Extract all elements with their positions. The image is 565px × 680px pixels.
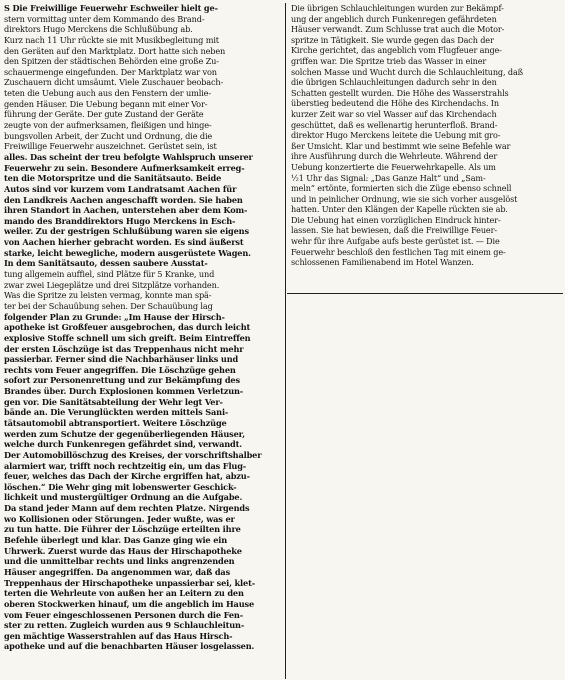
article-line: sofort zur Personenrettung und zur Bekämpfung des: [4, 375, 240, 386]
article-line: und in peinlicher Ordnung, wie sie sich vorher ausgelöst: [291, 193, 518, 204]
article-line: überstieg bedeutend die Höhe des Kirchendachs. In: [291, 98, 499, 109]
article-line: S Die Freiwillige Feuerwehr Eschweiler hielt ge-: [4, 3, 218, 13]
article-line: ihre Ausführung durch die Wehrleute. Während der: [291, 151, 498, 162]
article-line: passierbar. Ferner sind die Nachbarhäuser links und: [4, 354, 239, 365]
article-line: Autos sind vor kurzem vom Landratsamt Aachen für: [4, 183, 237, 194]
article-line: hatten. Unter den Klängen der Kapelle rückten sie ab.: [291, 204, 508, 215]
article-line: mando des Branddirektors Hugo Merckens in Esch-: [4, 215, 236, 226]
article-line: teten die Uebung auch aus den Fenstern der umlie-: [4, 88, 211, 99]
article-line: ter bei der Schauübung sehen. Der Schauübung lag: [4, 300, 213, 311]
article-line: explosive Stoffe schnell um sich greift. Beim Eintreffen: [4, 332, 251, 343]
article-line: terten die Wehrleute von außen her an Leitern zu den: [4, 588, 244, 599]
article-line: apotheke und auf die benachbarten Häuser losgelassen.: [4, 641, 255, 652]
article-line: lichkeit und mustergültiger Ordnung an die Aufgabe.: [4, 492, 243, 503]
article-line: Kurz nach 11 Uhr rückte sie mit Musikbegleitung mit: [4, 34, 219, 45]
article-line: Häuser angegriffen. Da angenommen war, daß das: [4, 566, 231, 577]
article-line: lassen. Sie hat bewiesen, daß die Freiwillige Feuer-: [291, 225, 497, 236]
article-line: den Landkreis Aachen angeschafft worden. Sie haben: [4, 194, 243, 205]
article-line: Die Uebung hat einen vorzüglichen Eindruck hinter-: [291, 214, 501, 225]
article-line: Uhrwerk. Zuerst wurde das Haus der Hirschapotheke: [4, 545, 242, 556]
article-line: welche durch Funkenregen gefährdet sind, verwandt.: [4, 439, 242, 450]
article-line: meln“ ertönte, formierten sich die Züge ebenso schnell: [291, 183, 512, 194]
article-line: wehr für ihre Aufgabe aufs beste gerüstet ist. — Die: [291, 236, 500, 247]
article-line: ßer Umsicht. Klar und bestimmt wie seine Befehle war: [291, 140, 511, 151]
article-line: wo Kollisionen oder Störungen. Jeder wußte, was er: [4, 513, 235, 524]
article-line: apotheke ist Großfeuer ausgebrochen, das durch leicht: [4, 322, 251, 333]
article-line: Was die Spritze zu leisten vermag, konnte man spä-: [4, 290, 212, 301]
article-line: Der Automobillöschzug des Kreises, der vorschriftshalber: [4, 449, 262, 460]
article-line: Häuser verwandt. Zum Schlusse trat auch die Motor-: [291, 24, 505, 35]
article-line: und die unmittelbar rechts und links angrenzenden: [4, 556, 235, 567]
article-line: tätsautomobil abtransportiert. Weitere Löschzüge: [4, 417, 227, 428]
article-line: von Aachen hierher gebracht worden. Es sind äußerst: [4, 237, 244, 248]
article-line: gen mächtige Wasserstrahlen auf das Haus Hirsch-: [4, 630, 233, 641]
article-line: schlossenen Familienabend im Hotel Wanzen.: [291, 257, 474, 268]
article-line: geschüttet, daß es wellenartig herunterfloß. Brand-: [291, 119, 498, 130]
article-line: bände an. Die Verunglückten werden mittels Sani-: [4, 407, 229, 418]
article-line: alles. Das scheint der treu befolgte Wahlspruch unserer: [4, 151, 253, 162]
article-line: zwar zwei Liegeplätze und drei Sitzplätze vorhanden.: [4, 279, 220, 290]
article-line: den Geräten auf den Marktplatz. Dort hatte sich neben: [4, 45, 226, 56]
article-line: die übrigen Schlauchleitungen dadurch sehr in den: [291, 77, 497, 88]
article-line: kurzer Zeit war so viel Wasser auf das Kirchendach: [291, 108, 497, 119]
article-line: alarmiert war, trifft noch rechtzeitig ein, um das Flug-: [4, 460, 247, 471]
article-line: weiler. Zu der gestrigen Schlußübung waren sie eigens: [4, 226, 249, 237]
article-line: Befehle überlegt und klar. Das Ganze ging wie ein: [4, 535, 228, 546]
article-line: bungsvollen Arbeit, der Zucht und Ordnung, die die: [4, 130, 213, 141]
article-line: führung der Geräte. Der gute Zustand der Geräte: [4, 109, 204, 120]
article-line: gen vor. Die Sanitätsabteilung der Wehr legt Ver-: [4, 396, 223, 407]
article-line: solchen Masse und Wucht durch die Schlauchleitung, daß: [291, 66, 523, 77]
article-line: Kirche gerichtet, das angeblich vom Flugfeuer ange-: [291, 45, 502, 56]
article-line: tung allgemein auffiel, sind Plätze für 5 Kranke, und: [4, 269, 215, 280]
article-line: Feuerwehr zu sein. Besondere Aufmerksamkeit erreg-: [4, 162, 245, 173]
article-line: stern vormittag unter dem Kommando des Brand-: [4, 13, 205, 24]
article-line: Treppenhaus der Hirschapotheke unpassierbar sei, klet-: [4, 577, 255, 588]
article-column-left: [2, 3, 286, 679]
article-line: direktors Hugo Merckens die Schlußübung ab.: [4, 24, 193, 35]
article-line: In dem Sanitätsauto, dessen saubere Ausstat-: [4, 258, 208, 269]
article-line: griffen war. Die Spritze trieb das Wasser in einer: [291, 55, 487, 66]
article-line: Die übrigen Schlauchleitungen wurden zur Bekämpf-: [291, 3, 504, 13]
article-line: spritze in Tätigkeit. Sie wurde gegen das Dach der: [291, 34, 494, 45]
article-line: Da stand jeder Mann auf dem rechten Platze. Nirgends: [4, 503, 250, 514]
article-line: Uebung konzertierte die Feuerwehrkapelle. Als um: [291, 161, 496, 172]
article-line: zu tun hatte. Die Führer der Löschzüge erteilten ihre: [4, 524, 241, 535]
article-line: Zuschauern dicht umsäumt. Viele Zuschauer beobach-: [4, 77, 224, 88]
article-line: direktor Hugo Merckens leitete die Uebung mit gro-: [291, 130, 501, 141]
article-column-right: [287, 3, 563, 294]
article-line: der ersten Löschzüge ist das Treppenhaus nicht mehr: [4, 343, 244, 354]
article-line: zeugte von der aufmerksamen, fleißigen und hinge-: [4, 120, 212, 131]
article-line: vom Feuer eingeschlossenen Personen durch die Fen-: [4, 609, 243, 620]
article-line: ½1 Uhr das Signal: „Das Ganze Halt“ und „Sam-: [291, 172, 486, 183]
article-line: werden zum Schutze der gegenüberliegenden Häuser,: [4, 428, 245, 439]
article-line: den Spitzen der städtischen Behörden eine große Zu-: [4, 56, 219, 67]
article-line: oberen Stockwerken hinauf, um die angeblich im Hause: [4, 598, 255, 609]
article-line: schauermenge eingefunden. Der Marktplatz war von: [4, 66, 217, 77]
article-line: Feuerwehr beschloß den festlichen Tag mit einem ge-: [291, 246, 506, 257]
article-line: ster zu retten. Zugleich wurden aus 9 Schlauchleitun-: [4, 620, 245, 631]
article-line: ten die Motorspritze und die Sanitätsauto. Beide: [4, 173, 222, 184]
article-line: genden Häuser. Die Uebung begann mit einer Vor-: [4, 98, 208, 109]
article-line: ihren Standort in Aachen, unterstehen aber dem Kom-: [4, 205, 248, 216]
article-line: Freiwillige Feuerwehr auszeichnet. Gerüstet sein, ist: [4, 141, 217, 152]
article-line: starke, leicht bewegliche, modern ausgerüstete Wagen.: [4, 247, 251, 258]
article-line: rechts vom Feuer angegriffen. Die Löschzüge gehen: [4, 364, 236, 375]
article-line: ung der angeblich durch Funkenregen gefährdeten: [291, 13, 497, 24]
article-line: Brandes über. Durch Explosionen kommen Verletzun-: [4, 386, 244, 397]
article-line: löschen.“ Die Wehr ging mit lobenswerter Geschick-: [4, 481, 237, 492]
article-line: folgender Plan zu Grunde: „Im Hause der Hirsch-: [4, 311, 225, 322]
article-line: feuer, welches das Dach der Kirche ergriffen hat, abzu-: [4, 471, 250, 482]
article-line: Schatten gestellt wurden. Die Höhe des Wasserstrahls: [291, 87, 509, 98]
